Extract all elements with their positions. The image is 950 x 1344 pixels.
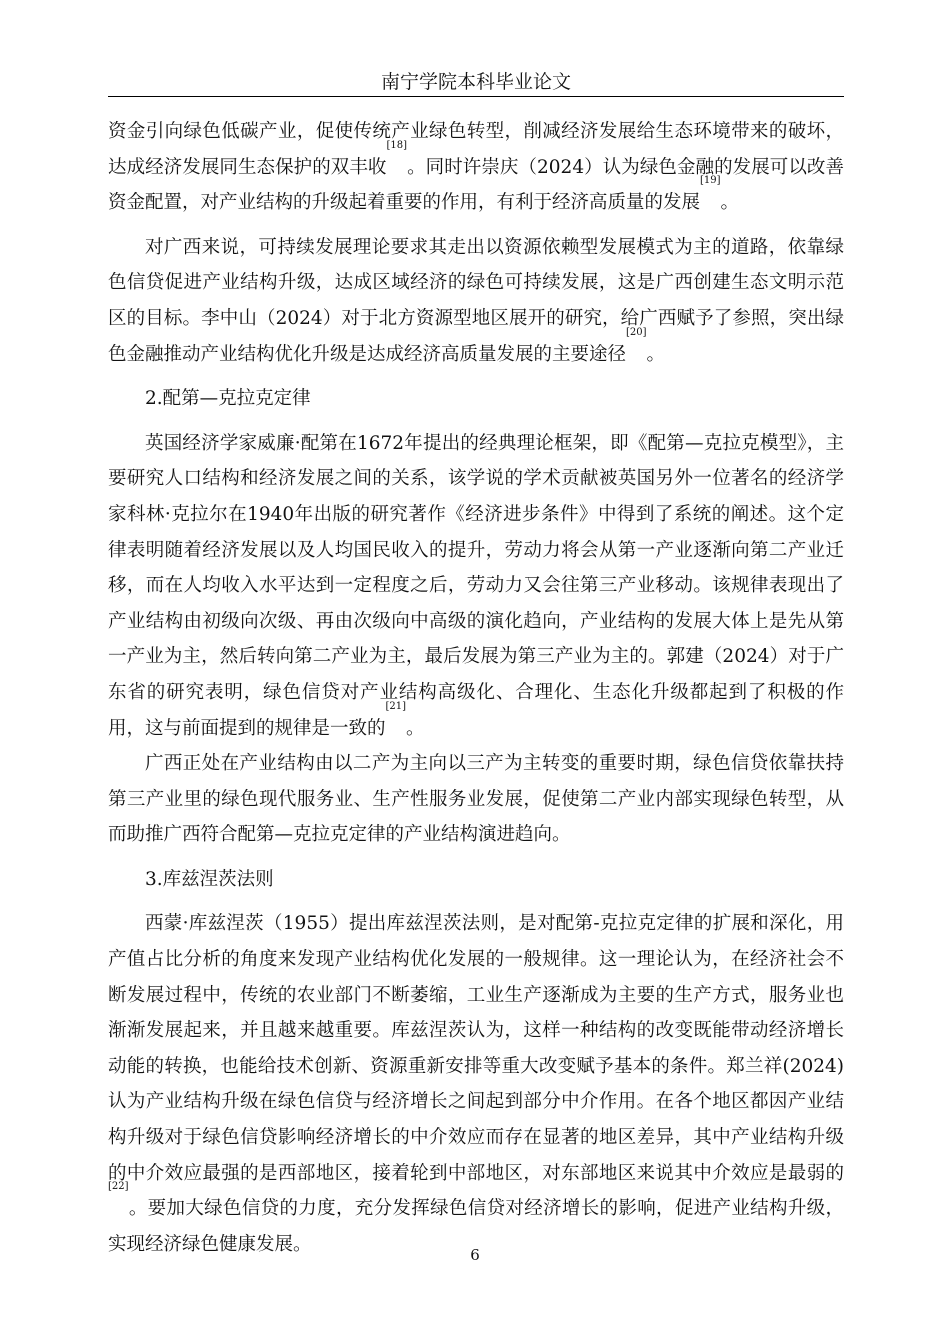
paragraph-1-text-a: 资金引向绿色低碳产业，促使传统产业绿色转型，削减经济发展给生态环境带来的破坏，达成经济发展同生态保护的双丰收 [108,121,844,178]
paragraph-1 [108,114,844,221]
page-header [108,70,844,97]
page-number: 6 [470,1246,480,1264]
body-text [108,114,844,1262]
header-title: 南宁学院本科毕业论文 [380,71,571,93]
citation-18: [18] [386,139,407,151]
paragraph-1-text-c: 。 [720,192,740,214]
paragraph-3 [108,426,844,746]
paragraph-1-text-b: 。同时许崇庆（2024）认为绿色金融的发展可以改善资金配置，对产业结构的升级起着重要的作用，有利于经济高质量的发展 [108,156,844,214]
paragraph-2-text-b: 。 [646,343,666,365]
paragraph-5-text-a: 西蒙·库兹涅茨（1955）提出库兹涅茨法则，是对配第-克拉克定律的扩展和深化，用产值占比分析的角度来发现产业结构优化发展的一般规律。这一理论认为，在经济社会不断发展过程中，传统的农业部门不断萎缩，工业生产逐渐成为主要的生产方式，服务业也渐渐发展起来，并且越来越重要。库兹涅茨认为，这样一种结构的改变既能带动经济增长动能的转换，也能给技术创新、资源重新安排等重大改变赋予基本的条件。郑兰祥(2024)认为产业结构升级在绿色信贷与经济增长之间起到部分中介作用。在各个地区都因产业结构升级对于绿色信贷影响经济增长的中介效应而存在显著的地区差异，其中产业结构升级的中介效应最强的是西部地区，接着轮到中部地区，对东部地区来说其中介效应是最弱的 [108,913,844,1184]
section-heading-2: 2.配第—克拉克定律 [145,388,311,410]
paragraph-3-text-a: 英国经济学家威廉·配第在1672年提出的经典理论框架，即《配第—克拉克模型》，主要研究人口结构和经济发展之间的关系，该学说的学术贡献被英国另外一位著名的经济学家科林·克拉尔在1940年出版的研究著作《经济进步条件》中得到了系统的阐述。这个定律表明随着经济发展以及人均国民收入的提升，劳动力将会从第一产业逐渐向第二产业迁移，而在人均收入水平达到一定程度之后，劳动力又会往第三产业移动。该规律表现出了产业结构由初级向次级、再由次级向中高级的演化趋向，产业结构的发展大体上是先从第一产业为主，然后转向第二产业为主，最后发展为第三产业为主的。郭建（2024）对于广东省的研究表明，绿色信贷对产业结构高级化、合理化、生态化升级都起到了积极的作用，这与前面提到的规律是一致的 [108,432,844,739]
citation-20: [20] [626,326,647,338]
paragraph-5 [108,906,844,1262]
paragraph-2 [108,230,844,372]
citation-19: [19] [700,175,721,187]
paragraph-5-text-b: 。要加大绿色信贷的力度，充分发挥绿色信贷对经济增长的影响，促进产业结构升级，实现经济绿色健康发展。 [108,1198,844,1255]
citation-22: [22] [108,1181,129,1193]
citation-21: [21] [385,700,407,712]
paragraph-4: 广西正处在产业结构由以二产为主向以三产为主转变的重要时期，绿色信贷依靠扶持第三产业里的绿色现代服务业、生产性服务业发展，促使第二产业内部实现绿色转型，从而助推广西符合配第—克拉克定律的产业结构演进趋向。 [108,753,844,846]
section-heading-3: 3.库兹涅茨法则 [145,868,274,890]
paragraph-3-text-b: 。 [406,717,425,739]
page-footer [0,1246,950,1264]
paragraph-2-text-a: 对广西来说，可持续发展理论要求其走出以资源依赖型发展模式为主的道路，依靠绿色信贷促进产业结构升级，达成区域经济的绿色可持续发展，这是广西创建生态文明示范区的目标。李中山（2024）对于北方资源型地区展开的研究，给广西赋予了参照，突出绿色金融推动产业结构优化升级是达成经济高质量发展的主要途径 [108,236,844,365]
